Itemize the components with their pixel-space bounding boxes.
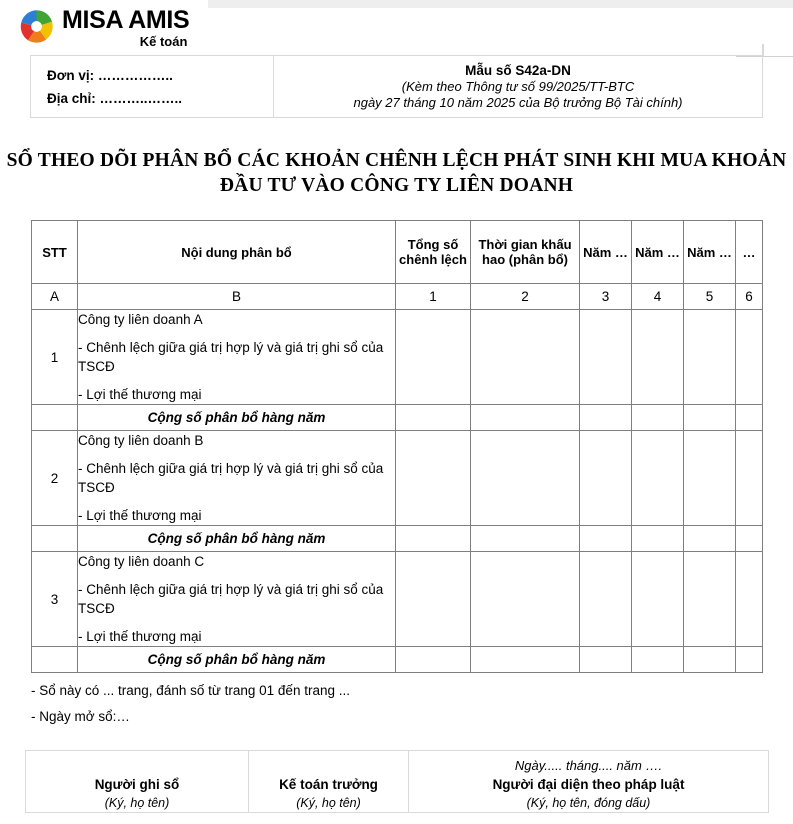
- signature-date-line: Ngày..... tháng.... năm ….: [514, 758, 663, 773]
- cell-dots[interactable]: [736, 647, 763, 673]
- document-notes: [31, 678, 350, 730]
- cell-nam-1[interactable]: [580, 552, 632, 647]
- cell-nam-3[interactable]: [684, 647, 736, 673]
- col-index-a: A: [32, 284, 78, 310]
- col-index-3: 3: [580, 284, 632, 310]
- col-header-nam-2: Năm …: [632, 221, 684, 284]
- cell-nam-2[interactable]: [632, 431, 684, 526]
- row-content-line: - Lợi thế thương mại: [78, 629, 202, 644]
- cell-tong-so[interactable]: [396, 552, 471, 647]
- cell-nam-2[interactable]: [632, 526, 684, 552]
- brand-name: MISA AMIS: [62, 6, 190, 34]
- signature-role-legal-representative: Người đại diện theo pháp luật: [492, 777, 685, 792]
- col-header-nam-1: Năm …: [580, 221, 632, 284]
- brand-text: [62, 7, 189, 49]
- cell-thoi-gian[interactable]: [471, 431, 580, 526]
- col-header-thoi-gian: Thời gian khấu hao (phân bổ): [471, 221, 580, 284]
- subtotal-stt: [32, 405, 78, 431]
- col-index-2: 2: [471, 284, 580, 310]
- cell-thoi-gian[interactable]: [471, 405, 580, 431]
- signature-block-recorder: [26, 751, 249, 813]
- col-index-1: 1: [396, 284, 471, 310]
- signature-block-chief-accountant: [249, 751, 409, 813]
- cell-dots[interactable]: [736, 431, 763, 526]
- cell-tong-so[interactable]: [396, 405, 471, 431]
- row-stt: 1: [32, 310, 78, 405]
- unit-info-block: [31, 56, 274, 117]
- row-content-line: Công ty liên doanh A: [78, 312, 203, 327]
- brand-subtitle: Kế toán: [139, 34, 188, 49]
- misa-swirl-logo-icon: [18, 8, 55, 45]
- row-content-line: - Lợi thế thương mại: [78, 508, 202, 523]
- col-header-tong-so: Tổng số chênh lệch: [396, 221, 471, 284]
- table-subtotal-row: [32, 647, 763, 673]
- note-open-date: - Ngày mở sổ:…: [31, 709, 130, 724]
- form-number: Mẫu số S42a-DN: [465, 63, 571, 78]
- note-pages: - Sổ này có ... trang, đánh số từ trang 01 đến trang ...: [31, 683, 350, 698]
- cell-nam-1[interactable]: [580, 431, 632, 526]
- col-index-4: 4: [632, 284, 684, 310]
- row-content-line: Công ty liên doanh C: [78, 554, 205, 569]
- cell-nam-1[interactable]: [580, 526, 632, 552]
- page-title: [0, 148, 793, 198]
- cell-dots[interactable]: [736, 526, 763, 552]
- cell-nam-3[interactable]: [684, 405, 736, 431]
- cell-dots[interactable]: [736, 552, 763, 647]
- signature-table: [25, 750, 769, 813]
- col-index-b: B: [78, 284, 396, 310]
- form-info-block: [274, 56, 762, 117]
- row-content: [78, 310, 396, 405]
- subtotal-stt: [32, 526, 78, 552]
- signature-spacer: [253, 757, 404, 775]
- col-header-dots: …: [736, 221, 763, 284]
- cell-tong-so[interactable]: [396, 526, 471, 552]
- col-index-6: 6: [736, 284, 763, 310]
- cell-thoi-gian[interactable]: [471, 310, 580, 405]
- row-content: [78, 431, 396, 526]
- row-content-line: Công ty liên doanh B: [78, 433, 204, 448]
- address-label: Địa chỉ: ………..……..: [47, 91, 183, 106]
- unit-label: Đơn vị: ……………..: [47, 68, 173, 83]
- table-column-index-row: [32, 284, 763, 310]
- page-title-line-1: SỔ THEO DÕI PHÂN BỔ CÁC KHOẢN CHÊNH LỆCH PHÁT SINH KHI MUA KHOẢN: [6, 150, 787, 171]
- subtotal-label: Cộng số phân bổ hàng năm: [78, 526, 396, 552]
- cell-thoi-gian[interactable]: [471, 552, 580, 647]
- cell-nam-1[interactable]: [580, 405, 632, 431]
- row-content-line: - Chênh lệch giữa giá trị hợp lý và giá trị ghi sổ của TSCĐ: [78, 340, 384, 374]
- table-subtotal-row: [32, 405, 763, 431]
- cell-thoi-gian[interactable]: [471, 526, 580, 552]
- signature-note-legal-representative: (Ký, họ tên, đóng dấu): [526, 796, 651, 810]
- row-stt: 2: [32, 431, 78, 526]
- row-content-line: - Lợi thế thương mại: [78, 387, 202, 402]
- page-top-strip: [208, 0, 793, 8]
- cell-nam-2[interactable]: [632, 405, 684, 431]
- cell-nam-2[interactable]: [632, 647, 684, 673]
- row-content-line: - Chênh lệch giữa giá trị hợp lý và giá trị ghi sổ của TSCĐ: [78, 582, 384, 616]
- signature-note-recorder: (Ký, họ tên): [104, 796, 170, 810]
- table-row: [32, 431, 763, 526]
- page-top-rule: [208, 8, 793, 9]
- signature-block-legal-representative: [409, 751, 769, 813]
- col-header-noi-dung: Nội dung phân bổ: [78, 221, 396, 284]
- signature-role-chief-accountant: Kế toán trưởng: [279, 777, 378, 792]
- col-index-5: 5: [684, 284, 736, 310]
- signature-spacer: [30, 757, 244, 775]
- cell-nam-1[interactable]: [580, 310, 632, 405]
- cell-dots[interactable]: [736, 310, 763, 405]
- subtotal-label: Cộng số phân bổ hàng năm: [78, 405, 396, 431]
- row-stt: 3: [32, 552, 78, 647]
- row-content-line: - Chênh lệch giữa giá trị hợp lý và giá trị ghi sổ của TSCĐ: [78, 461, 384, 495]
- cell-thoi-gian[interactable]: [471, 647, 580, 673]
- cell-dots[interactable]: [736, 405, 763, 431]
- table-subtotal-row: [32, 526, 763, 552]
- cell-nam-2[interactable]: [632, 310, 684, 405]
- table-row: [32, 310, 763, 405]
- cell-tong-so[interactable]: [396, 431, 471, 526]
- table-row: [32, 552, 763, 647]
- signature-note-chief-accountant: (Ký, họ tên): [296, 796, 361, 810]
- subtotal-label: Cộng số phân bổ hàng năm: [78, 647, 396, 673]
- signature-role-recorder: Người ghi sổ: [94, 777, 180, 792]
- cell-nam-2[interactable]: [632, 552, 684, 647]
- col-header-stt: STT: [32, 221, 78, 284]
- subtotal-stt: [32, 647, 78, 673]
- document-header-box: [30, 55, 763, 118]
- form-reference-line-2: ngày 27 tháng 10 năm 2025 của Bộ trưởng Bộ Tài chính): [353, 95, 683, 110]
- allocation-table-body: [32, 310, 763, 673]
- signature-row: [26, 751, 769, 813]
- cell-tong-so[interactable]: [396, 647, 471, 673]
- col-header-nam-3: Năm …: [684, 221, 736, 284]
- cell-nam-3[interactable]: [684, 526, 736, 552]
- cell-nam-3[interactable]: [684, 552, 736, 647]
- cell-tong-so[interactable]: [396, 310, 471, 405]
- page-title-line-2: ĐẦU TƯ VÀO CÔNG TY LIÊN DOANH: [219, 175, 574, 196]
- table-header-row: [32, 221, 763, 284]
- allocation-table-head: [32, 221, 763, 310]
- cell-nam-3[interactable]: [684, 310, 736, 405]
- cell-nam-3[interactable]: [684, 431, 736, 526]
- cell-nam-1[interactable]: [580, 647, 632, 673]
- allocation-table: [31, 220, 763, 673]
- form-reference-line-1: (Kèm theo Thông tư số 99/2025/TT-BTC: [401, 79, 635, 94]
- row-content: [78, 552, 396, 647]
- brand-header: [18, 7, 189, 49]
